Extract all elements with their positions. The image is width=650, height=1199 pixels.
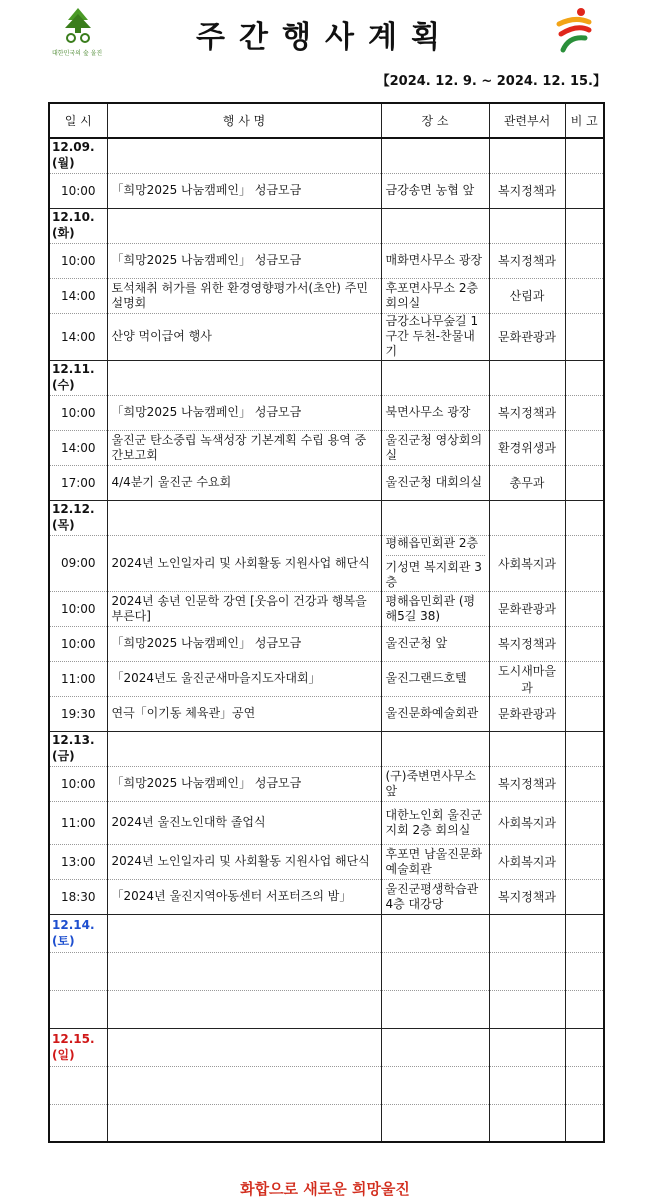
table-row	[49, 535, 604, 591]
table-row	[49, 1104, 604, 1142]
event-dept: 사회복지과	[489, 801, 565, 844]
event-dept: 문화관광과	[489, 591, 565, 626]
place-text: 매화면사무소 광장	[385, 253, 483, 267]
page-title: 주간행사계획	[196, 20, 454, 55]
event-name: 「희망2025 나눔캠페인」 성금모금	[107, 626, 381, 661]
empty-cell	[107, 952, 381, 990]
empty-cell	[565, 500, 604, 535]
place-text: 금강소나무숲길 1구간 두천-찬물내기	[385, 314, 479, 358]
empty-cell	[381, 952, 489, 990]
empty-cell	[107, 731, 381, 766]
place-text-2: 기성면 복지회관 3층	[385, 560, 482, 589]
empty-cell	[49, 952, 107, 990]
day-row	[49, 914, 604, 952]
event-time: 14:00	[49, 430, 107, 465]
event-time: 14:00	[49, 278, 107, 313]
event-place	[381, 766, 489, 801]
event-place	[381, 243, 489, 278]
day-row	[49, 500, 604, 535]
event-note	[565, 844, 604, 879]
empty-cell	[489, 731, 565, 766]
event-place	[381, 313, 489, 360]
empty-cell	[107, 1028, 381, 1066]
event-place	[381, 173, 489, 208]
event-time: 17:00	[49, 465, 107, 500]
empty-cell	[107, 208, 381, 243]
event-name: 2024년 울진노인대학 졸업식	[107, 801, 381, 844]
empty-cell	[381, 990, 489, 1028]
table-row	[49, 243, 604, 278]
place-text: 울진군평생학습관 4층 대강당	[385, 881, 479, 911]
empty-cell	[49, 1104, 107, 1142]
event-note	[565, 696, 604, 731]
place-text: 울진그랜드호텔	[385, 671, 467, 685]
table-header	[49, 103, 604, 138]
day-label: 12.11.(수)	[49, 360, 107, 395]
event-name: 2024년 송년 인문학 강연 [웃음이 건강과 행복을 부른다]	[107, 591, 381, 626]
event-name: 「2024년도 울진군새마을지도자대회」	[107, 661, 381, 696]
empty-cell	[489, 208, 565, 243]
event-place	[381, 395, 489, 430]
event-time: 13:00	[49, 844, 107, 879]
place-text: (구)죽변면사무소 앞	[385, 768, 477, 798]
event-dept: 문화관광과	[489, 313, 565, 360]
empty-cell	[381, 731, 489, 766]
event-time: 10:00	[49, 395, 107, 430]
event-dept: 총무과	[489, 465, 565, 500]
day-row	[49, 208, 604, 243]
place-text: 후포면사무소 2층 회의실	[385, 280, 479, 310]
empty-cell	[565, 731, 604, 766]
event-dept: 산림과	[489, 278, 565, 313]
table-row	[49, 395, 604, 430]
table-row	[49, 766, 604, 801]
date-range: 【2024. 12. 9. ~ 2024. 12. 15.】	[376, 74, 606, 89]
empty-cell	[381, 500, 489, 535]
event-time: 10:00	[49, 243, 107, 278]
table-row	[49, 626, 604, 661]
place-text: 북면사무소 광장	[385, 405, 471, 419]
empty-cell	[565, 1066, 604, 1104]
event-dept: 복지정책과	[489, 243, 565, 278]
day-label: 12.09.(월)	[49, 138, 107, 173]
event-time: 19:30	[49, 696, 107, 731]
event-note	[565, 278, 604, 313]
place-text: 대한노인회 울진군지회 2층 회의실	[385, 807, 483, 837]
empty-cell	[489, 1028, 565, 1066]
event-note	[565, 173, 604, 208]
event-dept: 복지정책과	[489, 395, 565, 430]
day-row	[49, 731, 604, 766]
day-label: 12.14.(토)	[49, 914, 107, 952]
empty-cell	[49, 1066, 107, 1104]
table-row	[49, 696, 604, 731]
event-dept: 복지정책과	[489, 766, 565, 801]
event-place	[381, 879, 489, 914]
empty-cell	[489, 952, 565, 990]
day-row	[49, 360, 604, 395]
event-time: 10:00	[49, 591, 107, 626]
empty-cell	[107, 1066, 381, 1104]
event-time: 10:00	[49, 766, 107, 801]
empty-cell	[381, 360, 489, 395]
empty-cell	[107, 914, 381, 952]
table-row	[49, 661, 604, 696]
event-name: 「희망2025 나눔캠페인」 성금모금	[107, 243, 381, 278]
empty-cell	[381, 1066, 489, 1104]
event-name: 2024년 노인일자리 및 사회활동 지원사업 해단식	[107, 535, 381, 591]
col-header-dept: 관련부서	[489, 103, 565, 138]
footer-slogan: 화합으로 새로운 희망울진	[240, 1180, 410, 1198]
day-label: 12.10.(화)	[49, 208, 107, 243]
event-note	[565, 535, 604, 591]
logo-slogan: 대한민국의 숲 울진	[52, 50, 103, 57]
event-time: 10:00	[49, 626, 107, 661]
place-text: 울진군청 앞	[385, 636, 448, 650]
empty-cell	[489, 914, 565, 952]
empty-cell	[107, 138, 381, 173]
event-time: 11:00	[49, 661, 107, 696]
event-time: 18:30	[49, 879, 107, 914]
day-label: 12.12.(목)	[49, 500, 107, 535]
schedule-table	[48, 102, 605, 1143]
empty-cell	[565, 138, 604, 173]
table-row	[49, 952, 604, 990]
event-note	[565, 243, 604, 278]
place-text: 울진문화예술회관	[385, 706, 479, 720]
event-place	[381, 535, 489, 591]
empty-cell	[489, 1104, 565, 1142]
event-time: 10:00	[49, 173, 107, 208]
place-text: 평해읍민회관 2층	[386, 536, 485, 556]
table-row	[49, 465, 604, 500]
event-dept: 환경위생과	[489, 430, 565, 465]
day-label: 12.13.(금)	[49, 731, 107, 766]
event-place	[381, 465, 489, 500]
event-note	[565, 465, 604, 500]
event-time: 14:00	[49, 313, 107, 360]
event-note	[565, 766, 604, 801]
event-name: 토석채취 허가를 위한 환경영향평가서(초안) 주민설명회	[107, 278, 381, 313]
empty-cell	[565, 914, 604, 952]
event-name: 울진군 탄소중립 녹색성장 기본계획 수립 용역 중간보고회	[107, 430, 381, 465]
empty-cell	[107, 990, 381, 1028]
event-place	[381, 844, 489, 879]
event-dept: 복지정책과	[489, 173, 565, 208]
event-note	[565, 801, 604, 844]
event-dept: 사회복지과	[489, 535, 565, 591]
empty-cell	[381, 1104, 489, 1142]
event-note	[565, 430, 604, 465]
event-dept: 복지정책과	[489, 879, 565, 914]
empty-cell	[489, 1066, 565, 1104]
event-name: 연극「이기동 체육관」공연	[107, 696, 381, 731]
empty-cell	[107, 1104, 381, 1142]
event-name: 「2024년 울진지역아동센터 서포터즈의 밤」	[107, 879, 381, 914]
event-name: 「희망2025 나눔캠페인」 성금모금	[107, 395, 381, 430]
col-header-datetime: 일 시	[49, 103, 107, 138]
table-row	[49, 844, 604, 879]
event-name: 「희망2025 나눔캠페인」 성금모금	[107, 173, 381, 208]
empty-cell	[565, 952, 604, 990]
empty-cell	[381, 138, 489, 173]
col-header-event: 행 사 명	[107, 103, 381, 138]
table-row	[49, 591, 604, 626]
table-row	[49, 879, 604, 914]
event-place	[381, 591, 489, 626]
empty-cell	[107, 360, 381, 395]
place-text: 평해읍민회관 (평해5길 38)	[385, 593, 476, 623]
event-note	[565, 591, 604, 626]
event-name: 산양 먹이급여 행사	[107, 313, 381, 360]
emblem-icon	[555, 6, 595, 56]
table-row	[49, 313, 604, 360]
empty-cell	[381, 914, 489, 952]
place-text: 후포면 남울진문화예술회관	[385, 846, 483, 876]
event-place	[381, 430, 489, 465]
empty-cell	[565, 1104, 604, 1142]
table-row	[49, 801, 604, 844]
empty-cell	[565, 208, 604, 243]
empty-cell	[565, 1028, 604, 1066]
event-note	[565, 626, 604, 661]
empty-cell	[489, 500, 565, 535]
empty-cell	[49, 990, 107, 1028]
place-text: 울진군청 대회의실	[385, 475, 483, 489]
empty-cell	[565, 990, 604, 1028]
event-place	[381, 801, 489, 844]
table-row	[49, 1066, 604, 1104]
event-place	[381, 696, 489, 731]
event-place	[381, 278, 489, 313]
day-label: 12.15.(일)	[49, 1028, 107, 1066]
table-row	[49, 430, 604, 465]
event-note	[565, 661, 604, 696]
empty-cell	[381, 1028, 489, 1066]
table-row	[49, 990, 604, 1028]
event-name: 2024년 노인일자리 및 사회활동 지원사업 해단식	[107, 844, 381, 879]
event-time: 09:00	[49, 535, 107, 591]
empty-cell	[489, 360, 565, 395]
event-place	[381, 626, 489, 661]
place-text: 울진군청 영상회의실	[385, 432, 483, 462]
table-row	[49, 173, 604, 208]
table-row	[49, 278, 604, 313]
col-header-place: 장 소	[381, 103, 489, 138]
event-dept: 복지정책과	[489, 626, 565, 661]
col-header-note: 비 고	[565, 103, 604, 138]
empty-cell	[489, 138, 565, 173]
empty-cell	[565, 360, 604, 395]
event-note	[565, 879, 604, 914]
event-note	[565, 313, 604, 360]
event-note	[565, 395, 604, 430]
event-dept: 도시새마을과	[489, 661, 565, 696]
event-time: 11:00	[49, 801, 107, 844]
county-emblem	[555, 6, 595, 56]
event-place	[381, 661, 489, 696]
empty-cell	[381, 208, 489, 243]
day-row	[49, 1028, 604, 1066]
event-dept: 문화관광과	[489, 696, 565, 731]
event-name: 「희망2025 나눔캠페인」 성금모금	[107, 766, 381, 801]
event-name: 4/4분기 울진군 수요회	[107, 465, 381, 500]
event-dept: 사회복지과	[489, 844, 565, 879]
empty-cell	[489, 990, 565, 1028]
day-row	[49, 138, 604, 173]
empty-cell	[107, 500, 381, 535]
place-text: 금강송면 농협 앞	[385, 183, 475, 197]
